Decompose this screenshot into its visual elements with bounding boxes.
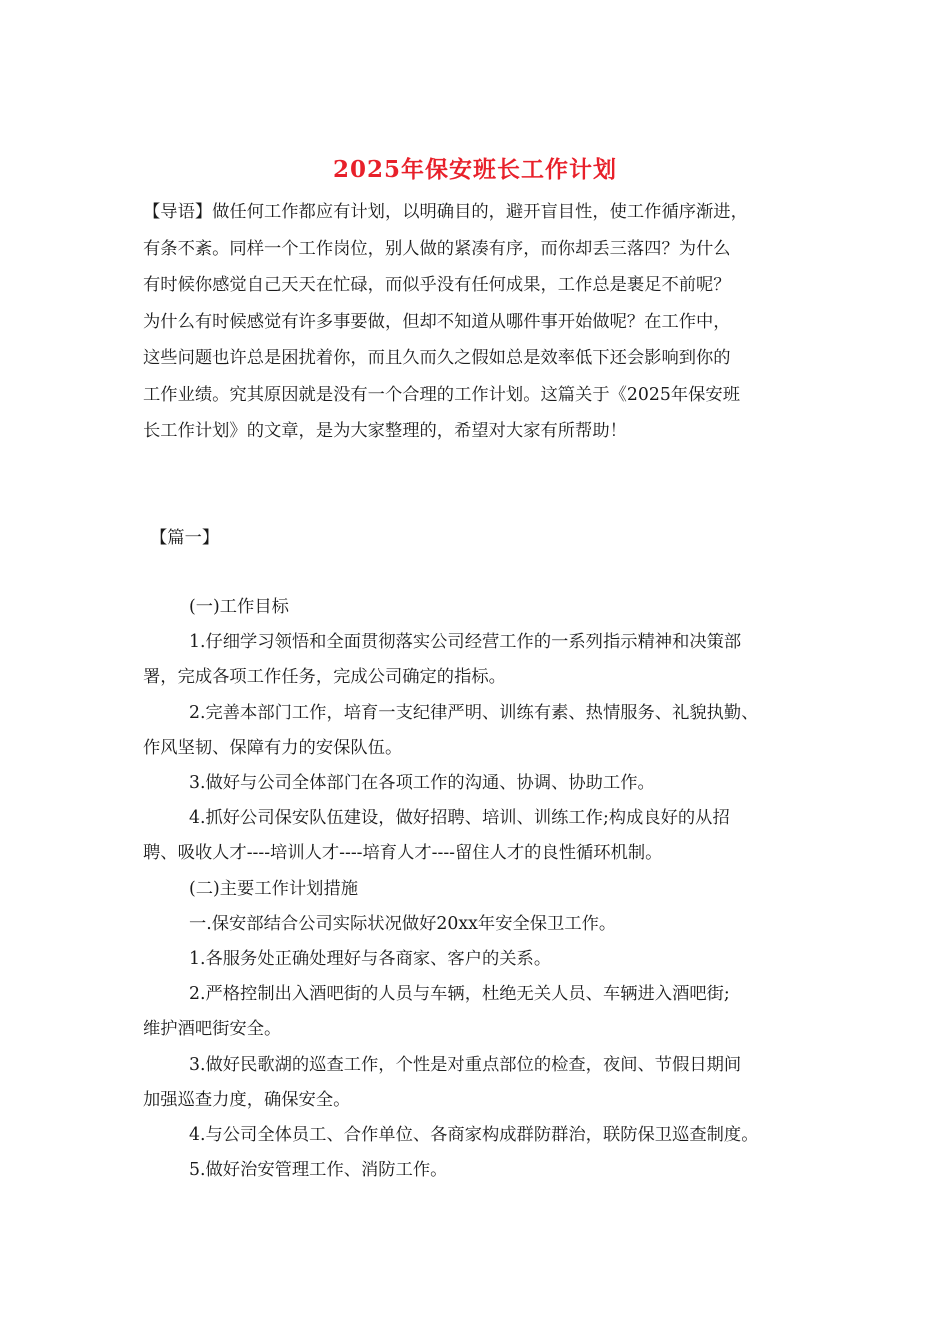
intro-line: 工作业绩。究其原因就是没有一个合理的工作计划。这篇关于《2025年保安班 [143,384,740,405]
body-line: 作风坚韧、保障有力的安保队伍。 [143,737,403,758]
body-line: 2.严格控制出入酒吧街的人员与车辆，杜绝无关人员、车辆进入酒吧街; [189,984,730,1005]
body-line: 一.保安部结合公司实际状况做好20xx年安全保卫工作。 [189,913,617,934]
intro-line: 为什么有时候感觉有许多事要做，但却不知道从哪件事开始做呢？在工作中， [143,311,731,332]
body-line: (一)工作目标 [189,597,289,617]
body-line: 署，完成各项工作任务，完成公司确定的指标。 [143,667,506,688]
section-heading: 【篇一】 [150,528,220,548]
body-line: 3.做好民歌湖的巡查工作，个性是对重点部位的检查，夜间、节假日期间 [189,1054,742,1075]
document-title: 2025年保安班长工作计划 [332,156,617,183]
body-line: 1.各服务处正确处理好与各商家、客户的关系。 [189,949,552,970]
intro-line: 有时候你感觉自己天天在忙碌，而似乎没有任何成果，工作总是裹足不前呢？ [143,275,731,295]
body-line: 3.做好与公司全体部门在各项工作的沟通、协调、协助工作。 [189,773,655,794]
body-line: 2.完善本部门工作，培育一支纪律严明、训练有素、热情服务、礼貌执勤、 [189,702,759,723]
intro-line: 长工作计划》的文章，是为大家整理的，希望对大家有所帮助！ [143,421,627,441]
section-body [143,590,833,1188]
body-line: 聘、吸收人才----培训人才----培育人才----留住人才的良性循环机制。 [143,843,663,864]
body-line: 5.做好治安管理工作、消防工作。 [189,1160,448,1181]
intro-line: 有条不紊。同样一个工作岗位，别人做的紧凑有序，而你却丢三落四？为什么 [143,238,731,259]
body-line: 加强巡查力度，确保安全。 [143,1089,351,1110]
intro-paragraph [143,194,823,450]
body-line: (二)主要工作计划措施 [189,878,359,899]
intro-line: 【导语】做任何工作都应有计划，以明确目的，避开盲目性，使工作循序渐进， [143,202,748,222]
intro-line: 这些问题也许总是困扰着你，而且久而久之假如总是效率低下还会影响到你的 [143,348,731,368]
body-line: 4.与公司全体员工、合作单位、各商家构成群防群治，联防保卫巡查制度。 [189,1125,759,1146]
body-line: 1.仔细学习领悟和全面贯彻落实公司经营工作的一系列指示精神和决策部 [189,632,742,653]
body-line: 4.抓好公司保安队伍建设，做好招聘、培训、训练工作;构成良好的从招 [189,808,730,829]
body-line: 维护酒吧街安全。 [143,1019,282,1040]
